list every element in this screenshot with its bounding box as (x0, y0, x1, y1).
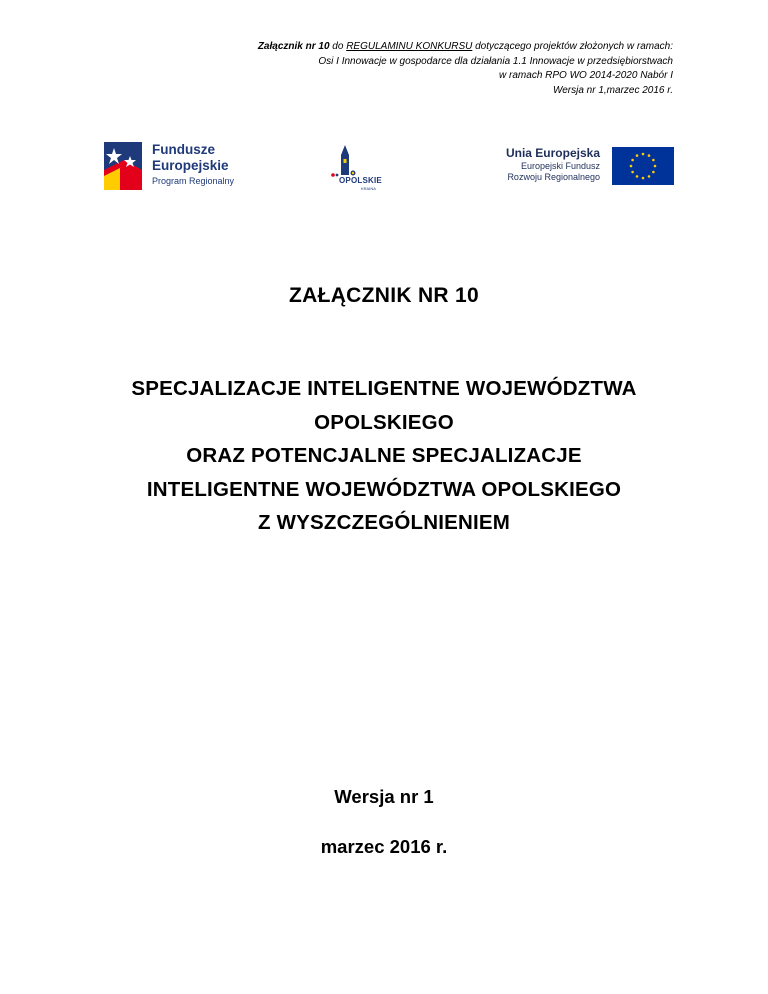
version-label: Wersja nr 1 (334, 786, 434, 807)
page-title: ZAŁĄCZNIK NR 10 (288, 284, 479, 307)
unia-europejska-text (506, 145, 600, 183)
opolskie-sublabel: KRAINA (361, 186, 376, 191)
eu-star (631, 159, 634, 162)
header-line-3: w ramach RPO WO 2014-2020 Nabór I (499, 70, 673, 81)
fe-line-1: Fundusze (152, 142, 215, 157)
eu-star (648, 154, 651, 157)
subtitle-line-2: OPOLSKIEGO (314, 410, 454, 434)
ue-line-1: Unia Europejska (505, 146, 600, 160)
date-label: marzec 2016 r. (320, 836, 448, 857)
eu-star (630, 165, 633, 168)
subtitle-line-1: SPECJALIZACJE INTELIGENTNE WOJEWÓDZTWA (131, 377, 637, 400)
eu-star (631, 171, 634, 174)
eu-star (652, 159, 655, 162)
opolskie-tower-icon (321, 143, 391, 179)
logo-strip (96, 128, 676, 200)
eu-star (636, 154, 639, 157)
fundusze-europejskie-logo (102, 136, 282, 196)
ue-line-2: Europejski Fundusz (520, 161, 600, 171)
subtitle-line-4: INTELIGENTNE WOJEWÓDZTWA OPOLSKIEGO (146, 477, 622, 501)
fe-line-3: Program Regionalny (152, 176, 235, 186)
header-line-1: Załącznik nr 10 do REGULAMINU KONKURSU dotyczącego projektów złożonych w ramach: (257, 41, 673, 52)
eu-flag-icon (612, 147, 674, 185)
fe-line-2: Europejskie (152, 158, 229, 173)
subtitle-line-3: ORAZ POTENCJALNE SPECJALIZACJE (186, 444, 582, 467)
eu-star (648, 175, 651, 178)
unia-europejska-logo (484, 142, 674, 192)
fundusze-europejskie-text (152, 142, 234, 188)
fundusze-europejskie-icon (102, 140, 144, 192)
header-line-4: Wersja nr 1,marzec 2016 r. (552, 84, 673, 96)
ue-line-3: Rozwoju Regionalnego (507, 172, 600, 182)
opolskie-logo (321, 143, 391, 193)
document-subtitle (60, 372, 708, 540)
header-line-2: Osi I Innowacje w gospodarce dla działania 1.1 Innowacje w przedsiębiorstwach (318, 55, 673, 67)
eu-star (642, 177, 645, 180)
subtitle-line-5: Z WYSZCZEGÓLNIENIEM (257, 511, 511, 534)
eu-star (654, 165, 657, 168)
eu-star (636, 175, 639, 178)
eu-star (652, 171, 655, 174)
document-header (113, 40, 673, 98)
eu-star (642, 153, 645, 156)
opolskie-label: OPOLSKIE (339, 176, 382, 185)
